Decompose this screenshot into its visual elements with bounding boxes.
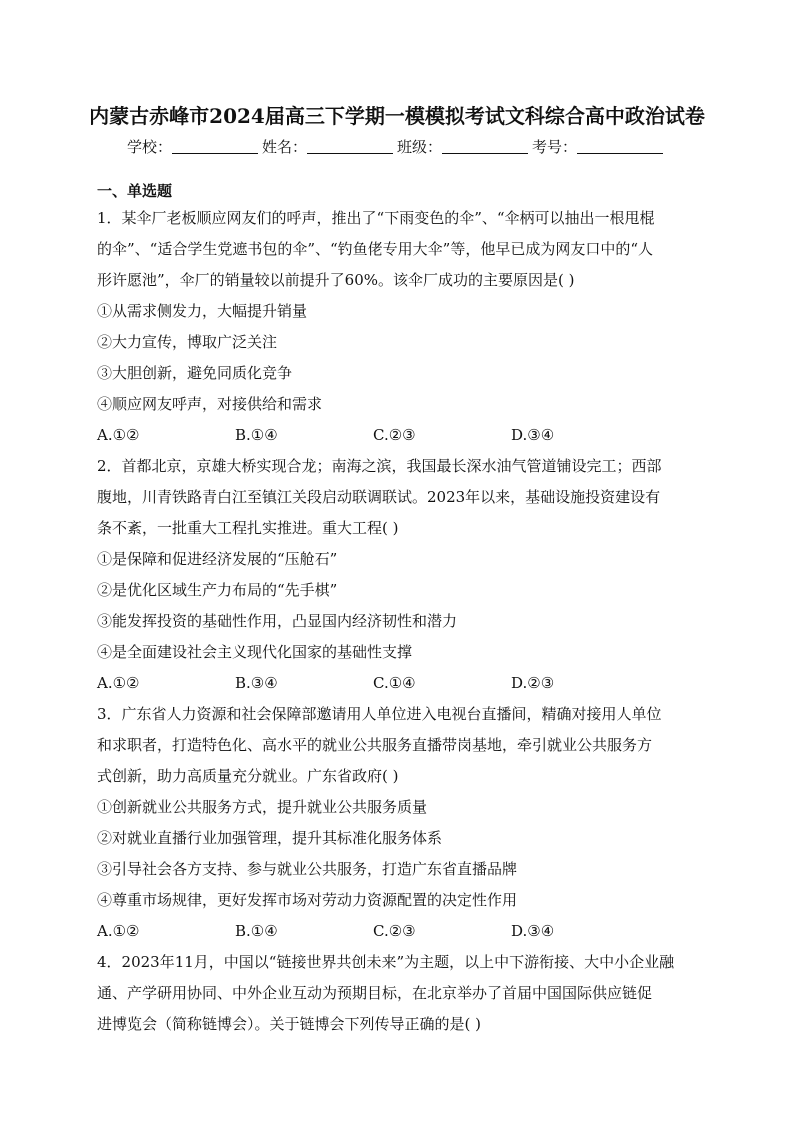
option-statement: ①创新就业公共服务方式，提升就业公共服务质量 [97,798,428,816]
number-blank [577,139,663,154]
option-statement: ①是保障和促进经济发展的“压舱石” [97,550,338,568]
choice-b: B.①④ [235,922,278,940]
question-stem-line: 条不紊，一批重大工程扎实推进。重大工程( ) [97,519,399,537]
question-stem-line: 腹地，川青铁路青白江至镇江关段启动联调联试。2023年以来，基础设施投资建设有 [97,488,661,506]
question-stem-line: 2．首都北京，京雄大桥实现合龙；南海之滨，我国最长深水油气管道铺设完工；西部 [97,457,662,475]
option-statement: ③引导社会各方支持、参与就业公共服务，打造广东省直播品牌 [97,860,518,878]
question-2 [97,451,697,699]
question-4 [97,947,697,1040]
question-3 [97,699,697,947]
option-statement: ①从需求侧发力，大幅提升销量 [97,302,308,320]
choice-a: A.①② [97,426,140,444]
number-label: 考号： [532,138,578,156]
choice-c: C.①④ [373,674,416,692]
question-stem-line: 形许愿池”，伞厂的销量较以前提升了60%。该伞厂成功的主要原因是( ) [97,271,575,289]
choice-d: D.②③ [511,674,555,692]
option-statement: ④顺应网友呼声，对接供给和需求 [97,395,323,413]
option-statement: ②大力宣传，博取广泛关注 [97,333,278,351]
option-statement: ②对就业直播行业加强管理，提升其标准化服务体系 [97,829,443,847]
choice-d: D.③④ [511,426,555,444]
option-statement: ④是全面建设社会主义现代化国家的基础性支撑 [97,643,413,661]
option-statement: ③能发挥投资的基础性作用，凸显国内经济韧性和潜力 [97,612,458,630]
class-blank [442,139,528,154]
question-stem-line: 4．2023年11月，中国以“链接世界共创未来”为主题，以上中下游衔接、大中小企业融 [97,953,675,971]
question-stem-line: 进博览会（简称链博会）。关于链博会下列传导正确的是( ) [97,1015,481,1033]
class-label: 班级： [397,138,443,156]
question-list [97,203,697,1040]
school-blank [172,139,258,154]
option-statement: ④尊重市场规律，更好发挥市场对劳动力资源配置的决定性作用 [97,891,518,909]
question-stem-line: 3．广东省人力资源和社会保障部邀请用人单位进入电视台直播间，精确对接用人单位 [97,705,662,723]
school-label: 学校： [126,138,172,156]
name-blank [307,139,393,154]
choice-b: B.①④ [235,426,278,444]
question-stem-line: 通、产学研用协同、中外企业互动为预期目标，在北京举办了首届中国国际供应链促 [97,984,653,1002]
question-stem-line: 1．某伞厂老板顺应网友们的呼声，推出了“下雨变色的伞”、“伞柄可以抽出一根甩棍 [97,209,655,227]
page-title: 内蒙古赤峰市2024届高三下学期一模模拟考试文科综合高中政治试卷 [89,104,705,128]
answer-choices [97,668,697,699]
question-stem-line: 的伞”、“适合学生党遮书包的伞”、“钓鱼佬专用大伞”等，他早已成为网友口中的“人 [97,240,654,258]
answer-choices [97,420,697,451]
choice-c: C.②③ [373,922,416,940]
question-stem-line: 式创新，助力高质量充分就业。广东省政府( ) [97,767,399,785]
student-info-line [0,136,794,158]
choice-d: D.③④ [511,922,555,940]
choice-b: B.③④ [235,674,278,692]
option-statement: ②是优化区域生产力布局的“先手棋” [97,581,338,599]
section-heading: 一、单选题 [97,182,173,200]
option-statement: ③大胆创新，避免同质化竞争 [97,364,293,382]
name-label: 姓名： [261,138,307,156]
question-1 [97,203,697,451]
choice-c: C.②③ [373,426,416,444]
answer-choices [97,916,697,947]
question-stem-line: 和求职者，打造特色化、高水平的就业公共服务直播带岗基地，牵引就业公共服务方 [97,736,653,754]
choice-a: A.①② [97,922,140,940]
choice-a: A.①② [97,674,140,692]
